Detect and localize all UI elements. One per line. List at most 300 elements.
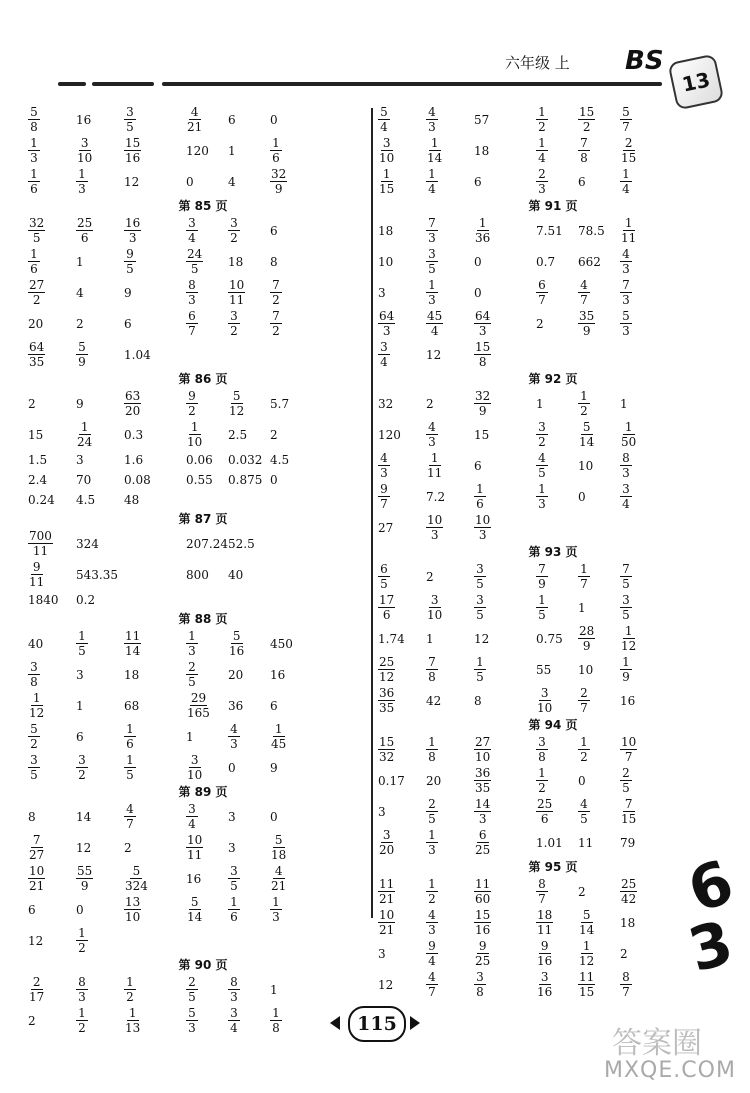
fraction-denominator: 20	[379, 843, 395, 857]
fraction-numerator: 9	[477, 939, 489, 954]
fraction-denominator: 2	[538, 120, 546, 134]
answer-cell	[474, 428, 536, 442]
fraction-numerator: 2	[426, 797, 438, 812]
fraction-numerator: 1	[270, 136, 282, 151]
fraction-denominator: 3	[380, 466, 388, 480]
answer-cell	[124, 1006, 186, 1035]
fraction	[620, 655, 632, 684]
answer-cell	[378, 774, 426, 788]
answer-value: 450	[270, 636, 293, 651]
answer-cell	[228, 699, 270, 713]
answer-cell	[186, 537, 228, 551]
answer-cell	[124, 864, 186, 893]
fraction	[378, 593, 395, 622]
answer-row	[378, 654, 728, 685]
fraction	[620, 797, 637, 826]
fraction	[578, 797, 590, 826]
answer-value: 8	[28, 809, 36, 824]
answer-row	[28, 628, 378, 659]
fraction-denominator: 8	[428, 670, 436, 684]
fraction	[124, 802, 136, 831]
right-column	[378, 104, 728, 1000]
answer-cell	[474, 766, 536, 795]
fraction-numerator: 3	[228, 216, 240, 231]
fraction-numerator: 1	[426, 278, 438, 293]
answer-value: 10	[578, 458, 594, 473]
fraction	[474, 877, 491, 906]
fraction-denominator: 5	[622, 608, 630, 622]
fraction-denominator: 12	[229, 404, 245, 418]
fraction-numerator: 3	[186, 802, 198, 817]
fraction-denominator: 35	[475, 781, 491, 795]
answer-cell	[28, 560, 76, 589]
answer-row	[378, 938, 728, 969]
fraction-numerator: 3	[474, 593, 486, 608]
answer-cell	[620, 916, 670, 930]
section-title: 第 87 页	[178, 512, 228, 526]
answer-cell	[270, 668, 320, 682]
fraction-numerator: 5	[231, 629, 243, 644]
fraction-denominator: 60	[475, 892, 491, 906]
answer-cell	[620, 836, 670, 850]
header-rule-2	[92, 82, 154, 86]
fraction-numerator: 64	[379, 309, 395, 323]
fraction-denominator: 3	[538, 497, 546, 511]
answer-value: 0.55	[186, 473, 213, 487]
answer-cell	[474, 828, 536, 857]
fraction-numerator: 10	[475, 513, 491, 527]
answer-cell	[186, 105, 228, 134]
fraction	[270, 309, 282, 338]
fraction	[578, 686, 590, 715]
fraction-denominator: 12	[579, 954, 595, 968]
fraction	[270, 895, 282, 924]
answer-cell	[426, 970, 474, 999]
answer-cell	[578, 278, 620, 307]
answer-value: 2	[536, 316, 544, 331]
answer-cell	[228, 895, 270, 924]
answer-row	[378, 135, 728, 166]
fraction	[186, 247, 203, 276]
fraction	[378, 309, 395, 338]
answer-cell	[378, 340, 426, 369]
answer-row	[378, 450, 728, 481]
fraction	[28, 691, 45, 720]
fraction	[378, 686, 395, 715]
fraction-numerator: 15	[379, 735, 395, 749]
fraction-numerator: 7	[426, 216, 438, 231]
fraction-denominator: 2	[230, 231, 238, 245]
answer-cell	[536, 766, 578, 795]
answer-cell	[536, 255, 578, 269]
answer-cell	[474, 513, 536, 542]
fraction-numerator: 9	[186, 389, 198, 404]
answer-value: 3	[378, 946, 386, 961]
answer-cell	[620, 247, 670, 276]
answer-cell	[378, 947, 426, 961]
fraction	[620, 167, 632, 196]
answer-row	[28, 925, 378, 956]
answer-row	[28, 135, 378, 166]
watermark-url: MXQE.COM	[604, 1058, 736, 1083]
answer-cell	[620, 766, 670, 795]
answer-cell	[124, 802, 186, 831]
fraction-numerator: 3	[79, 136, 91, 151]
fraction-denominator: 2	[32, 293, 41, 307]
fraction-denominator: 9	[622, 670, 630, 684]
fraction-denominator: 3	[188, 1021, 196, 1035]
fraction-numerator: 3	[186, 216, 198, 231]
fraction-numerator: 5	[130, 864, 142, 879]
answer-cell	[186, 453, 228, 467]
fraction-numerator: 5	[620, 309, 632, 324]
answer-cell	[228, 389, 270, 418]
fraction-numerator: 3	[28, 660, 40, 675]
answer-value: 1.01	[536, 835, 563, 850]
answer-cell	[270, 278, 320, 307]
answer-cell	[124, 348, 186, 362]
answer-value: 2	[28, 396, 36, 411]
fraction-denominator: 3	[188, 293, 196, 307]
fraction-denominator: 8	[30, 120, 38, 134]
fraction-numerator: 1	[127, 1006, 139, 1021]
fraction-numerator: 1	[228, 895, 240, 910]
fraction-denominator: 5	[580, 812, 588, 826]
answer-cell	[124, 428, 186, 442]
fraction	[124, 975, 136, 1004]
fraction-denominator: 6	[30, 262, 38, 276]
answer-cell	[76, 753, 124, 782]
answer-row	[28, 277, 378, 308]
fraction	[536, 797, 553, 826]
answer-value: 6	[124, 316, 132, 331]
fraction-numerator: 1	[474, 482, 486, 497]
fraction	[378, 908, 395, 937]
fraction-numerator: 1	[426, 735, 438, 750]
fraction	[124, 722, 136, 751]
fraction	[378, 167, 395, 196]
answer-cell	[28, 810, 76, 824]
fraction	[378, 482, 390, 511]
fraction-denominator: 4	[188, 231, 196, 245]
answer-row	[378, 592, 728, 623]
fraction	[76, 753, 88, 782]
answer-row	[378, 969, 728, 1000]
fraction	[426, 828, 438, 857]
answer-row	[378, 623, 728, 654]
answer-row	[28, 801, 378, 832]
fraction-denominator: 3	[188, 644, 196, 658]
fraction-denominator: 2	[188, 404, 196, 418]
answer-cell	[76, 810, 124, 824]
answer-value: 16	[186, 871, 202, 886]
fraction-denominator: 4	[622, 497, 630, 511]
fraction-numerator: 10	[427, 513, 443, 527]
fraction	[474, 735, 491, 764]
answer-cell	[228, 810, 270, 824]
answer-cell	[378, 828, 426, 857]
fraction-numerator: 1	[426, 167, 438, 182]
answer-value: 1	[620, 396, 628, 411]
answer-row	[28, 690, 378, 721]
answer-value: 3	[228, 840, 236, 855]
answer-value: 16	[620, 693, 636, 708]
fraction	[28, 216, 45, 245]
answer-cell	[124, 699, 186, 713]
fraction-numerator: 3	[381, 136, 393, 151]
answer-value: 0	[578, 773, 586, 788]
answer-cell	[186, 660, 228, 689]
answer-cell	[76, 926, 124, 955]
fraction-numerator: 7	[270, 309, 282, 324]
answer-cell	[378, 562, 426, 591]
answer-cell	[620, 278, 670, 307]
fraction-denominator: 5	[126, 768, 134, 782]
answer-cell	[28, 167, 76, 196]
fraction-denominator: 3	[230, 990, 238, 1004]
fraction-numerator: 4	[536, 451, 548, 466]
fraction	[186, 802, 198, 831]
answer-cell	[270, 864, 320, 893]
answer-cell	[426, 105, 474, 134]
answer-cell	[186, 975, 228, 1004]
answer-cell	[76, 629, 124, 658]
answer-cell	[76, 340, 124, 369]
answer-row	[378, 796, 728, 827]
answer-cell	[28, 247, 76, 276]
fraction-denominator: 25	[475, 843, 491, 857]
fraction	[426, 655, 438, 684]
answer-cell	[426, 797, 474, 826]
fraction	[620, 970, 632, 999]
answer-cell	[426, 309, 474, 338]
answer-cell	[378, 593, 426, 622]
answer-cell	[28, 216, 76, 245]
fraction	[270, 1006, 282, 1035]
answer-value: 40	[228, 567, 244, 582]
fraction	[474, 562, 486, 591]
fraction-denominator: 3	[622, 293, 630, 307]
fraction-numerator: 36	[475, 766, 491, 780]
answer-cell	[536, 970, 578, 999]
fraction-numerator: 64	[475, 309, 491, 323]
answer-cell	[270, 309, 320, 338]
fraction	[620, 136, 637, 165]
fraction-denominator: 35	[29, 355, 45, 369]
section-title: 第 90 页	[178, 958, 228, 972]
fraction-denominator: 9	[538, 577, 546, 591]
fraction-denominator: 3	[272, 910, 280, 924]
fraction	[228, 864, 240, 893]
fraction-numerator: 3	[228, 864, 240, 879]
answer-cell	[228, 453, 270, 467]
answer-cell	[186, 802, 228, 831]
fraction-denominator: 15	[379, 182, 395, 196]
answer-value: 40	[28, 636, 44, 651]
answer-value: 0	[578, 489, 586, 504]
fraction-numerator: 8	[536, 877, 548, 892]
fraction-denominator: 3	[230, 737, 238, 751]
fraction	[620, 420, 637, 449]
fraction-denominator: 11	[427, 466, 443, 480]
fraction-numerator: 55	[77, 864, 93, 878]
fraction-denominator: 5	[190, 262, 199, 276]
answer-section	[378, 716, 728, 858]
answer-cell	[578, 459, 620, 473]
answer-section	[378, 858, 728, 1000]
fraction-numerator: 1	[477, 216, 489, 231]
answer-cell	[228, 309, 270, 338]
fraction	[536, 766, 548, 795]
fraction	[536, 970, 553, 999]
fraction	[378, 451, 390, 480]
answer-row	[378, 561, 728, 592]
fraction-numerator: 11	[125, 629, 141, 643]
fraction-numerator: 1	[578, 562, 590, 577]
fraction-denominator: 2	[30, 737, 38, 751]
fraction-denominator: 5	[428, 812, 436, 826]
answer-cell	[76, 493, 124, 507]
fraction-numerator: 1	[124, 753, 136, 768]
fraction-numerator: 5	[231, 389, 243, 404]
fraction	[76, 629, 88, 658]
fraction-denominator: 8	[478, 355, 487, 369]
arrow-left-icon	[330, 1016, 340, 1030]
fraction	[186, 216, 198, 245]
answer-section	[28, 610, 378, 783]
answer-cell	[76, 864, 124, 893]
fraction	[28, 753, 40, 782]
answer-row	[28, 894, 378, 925]
answer-cell	[378, 805, 426, 819]
answer-value: 16	[270, 667, 286, 682]
fraction	[536, 877, 548, 906]
answer-cell	[536, 836, 578, 850]
answer-section	[378, 370, 728, 543]
answer-cell	[270, 397, 320, 411]
answer-cell	[28, 340, 76, 369]
answer-row	[378, 388, 728, 419]
fraction-numerator: 1	[270, 895, 282, 910]
fraction-denominator: 4	[380, 355, 388, 369]
answer-cell	[76, 841, 124, 855]
answer-cell	[76, 286, 124, 300]
answer-cell	[474, 144, 536, 158]
fraction	[124, 895, 141, 924]
fraction-denominator: 35	[379, 701, 395, 715]
answer-cell	[124, 753, 186, 782]
answer-value: 32	[378, 396, 394, 411]
answer-row	[378, 104, 728, 135]
fraction	[536, 136, 548, 165]
answer-value: 1	[76, 698, 84, 713]
fraction-numerator: 5	[581, 908, 593, 923]
answer-cell	[474, 632, 536, 646]
fraction	[186, 629, 198, 658]
fraction-denominator: 8	[428, 750, 436, 764]
fraction	[186, 833, 203, 862]
fraction-numerator: 1	[623, 624, 635, 639]
answer-cell	[536, 420, 578, 449]
fraction-denominator: 5	[230, 879, 238, 893]
fraction-denominator: 5	[126, 262, 134, 276]
answer-cell	[426, 694, 474, 708]
answer-cell	[28, 833, 76, 862]
answer-cell	[426, 655, 474, 684]
fraction-numerator: 4	[426, 105, 438, 120]
fraction-denominator: 21	[29, 879, 45, 893]
answer-cell	[378, 877, 426, 906]
answer-cell	[620, 655, 670, 684]
answer-cell	[270, 167, 320, 196]
fraction-denominator: 6	[80, 231, 89, 245]
fraction-numerator: 7	[578, 136, 590, 151]
answer-cell	[124, 895, 186, 924]
answer-cell	[474, 286, 536, 300]
fraction-denominator: 3	[538, 182, 546, 196]
fraction-numerator: 3	[536, 735, 548, 750]
fraction-numerator: 1	[536, 105, 548, 120]
answer-value: 0	[270, 473, 278, 487]
answer-value: 0.7	[536, 254, 556, 269]
answer-cell	[76, 903, 124, 917]
fraction-numerator: 15	[579, 105, 595, 119]
fraction	[620, 309, 632, 338]
answer-cell	[378, 521, 426, 535]
fraction-denominator: 21	[379, 892, 395, 906]
answer-value: 16	[76, 112, 92, 127]
answer-cell	[620, 970, 670, 999]
answer-cell	[426, 774, 474, 788]
answer-section	[28, 197, 378, 370]
answer-row	[378, 481, 728, 512]
fraction-numerator: 9	[124, 247, 136, 262]
answer-cell	[578, 255, 620, 269]
answer-value: 78.5	[578, 223, 605, 238]
fraction	[426, 167, 438, 196]
fraction	[28, 975, 45, 1004]
answer-cell	[378, 908, 426, 937]
fraction-denominator: 3	[382, 324, 391, 338]
fraction	[28, 560, 45, 589]
fraction	[474, 970, 486, 999]
fraction	[474, 655, 486, 684]
answer-row	[378, 827, 728, 858]
answer-cell	[124, 722, 186, 751]
answer-value: 18	[378, 223, 394, 238]
answer-cell	[426, 247, 474, 276]
answer-cell	[474, 694, 536, 708]
fraction-denominator: 5	[126, 120, 134, 134]
fraction-numerator: 1	[28, 247, 40, 262]
fraction-denominator: 6	[126, 737, 134, 751]
answer-cell	[186, 833, 228, 862]
answer-row	[378, 734, 728, 765]
fraction-numerator: 9	[539, 939, 551, 954]
fraction-numerator: 2	[623, 136, 635, 151]
fraction	[620, 105, 632, 134]
answer-cell	[228, 1006, 270, 1035]
fraction-numerator: 3	[620, 482, 632, 497]
fraction	[76, 420, 93, 449]
answer-cell	[228, 144, 270, 158]
answer-row	[28, 104, 378, 135]
fraction	[76, 216, 93, 245]
answer-value: 55	[536, 662, 552, 677]
answer-cell	[186, 473, 228, 487]
fraction	[620, 216, 637, 245]
answer-value: 15	[474, 427, 490, 442]
